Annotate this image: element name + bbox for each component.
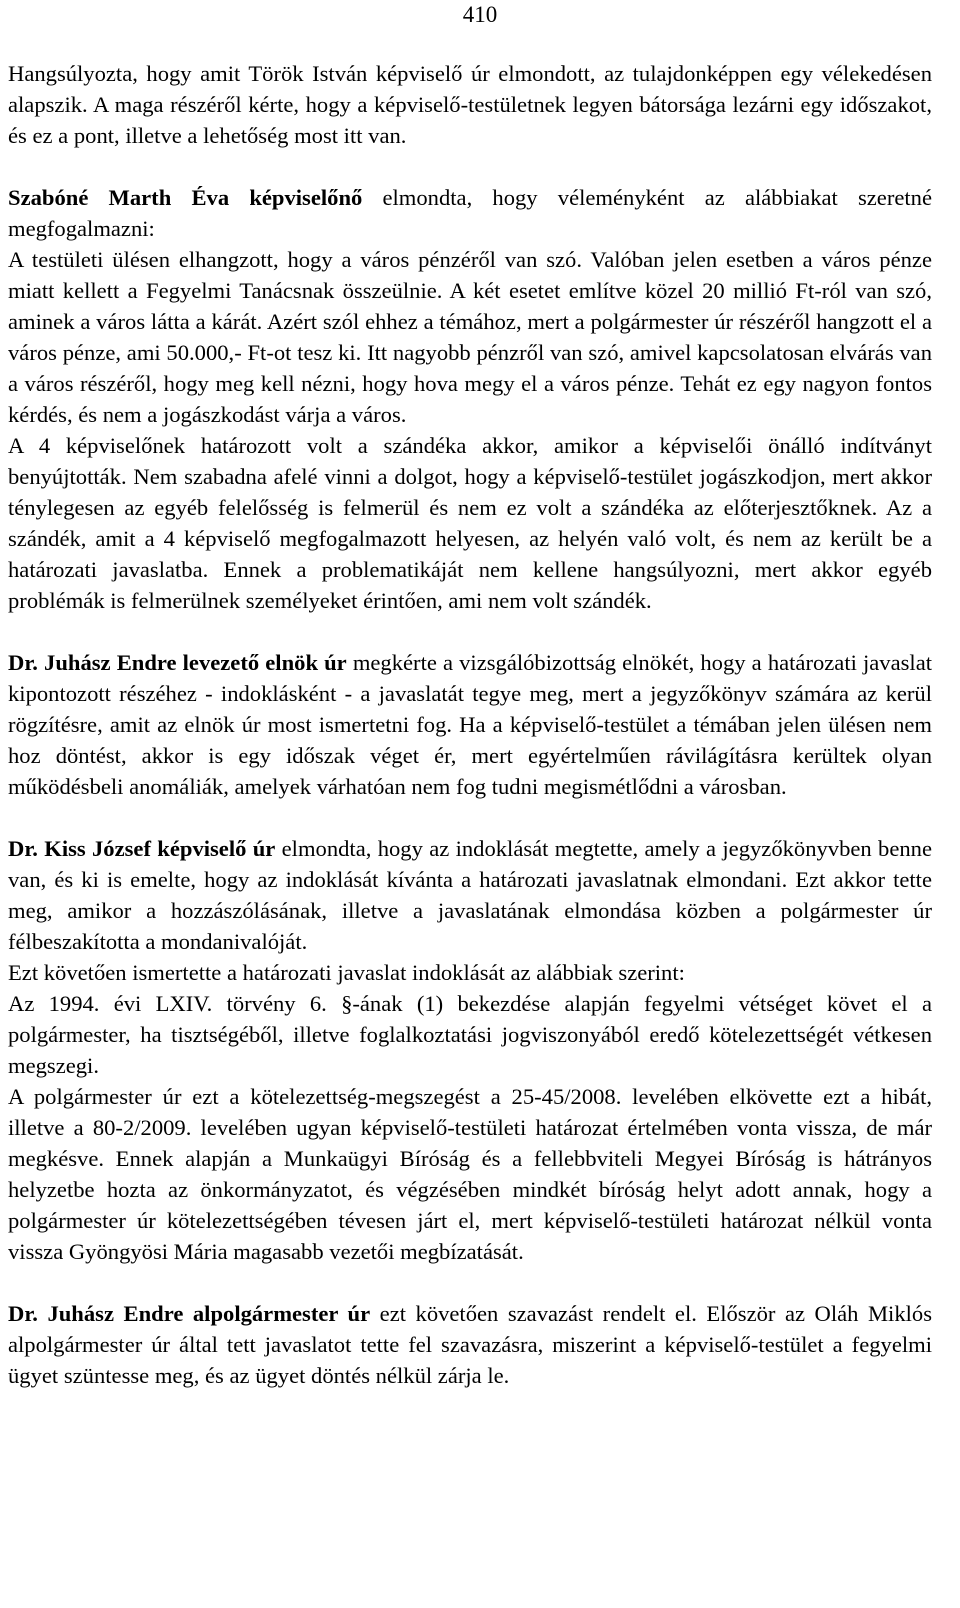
speaker-name: Dr. Kiss József képviselő úr [8,836,276,861]
paragraph-text: megkérte a vizsgálóbizottság elnökét, hogy a határozati javaslat kipontozott részéhez - indoklásként - a javaslatát tegye meg, mert a jegyzőkönyv számára az kerül rögzítésre, amit az elnök úr most ismertetni fog. Ha a képviselő-testület a témában jelen ülésen nem hoz döntést, akkor is egy időszak véget ér, mert egyértelműen rávilágításra kerültek olyan működésbeli anomáliák, amelyek várhatóan nem fog tudni megismétlődni a városban. [8,650,932,799]
paragraph-law-citation: Az 1994. évi LXIV. törvény 6. §-ának (1) bekezdése alapján fegyelmi vétséget követ el a polgármester, ha tisztségéből, illetve foglalkoztatási jogviszonyából eredő kötelezettségét vétkesen megszegi. [8,991,932,1078]
paragraph-juhasz-vote [8,1298,932,1391]
paragraph-szabone-intro [8,182,932,244]
document-body [8,58,932,1391]
paragraph-juhasz-chair [8,647,932,802]
paragraph-text: elmondta, hogy véleményként az alábbiakat szeretné megfogalmazni: [8,185,932,241]
page-number: 410 [462,2,498,27]
paragraph-torok-response: Hangsúlyozta, hogy amit Török István képviselő úr elmondott, az tulajdonképpen egy vélekedésen alapszik. A maga részéről kérte, hogy a képviselő-testületnek legyen bátorsága lezárni egy időszakot, és ez a pont, illetve a lehetőség most itt van. [8,61,932,148]
speaker-name: Dr. Juhász Endre levezető elnök úr [8,650,347,675]
speaker-name: Szabóné Marth Éva képviselőnő [8,185,363,210]
speaker-name: Dr. Juhász Endre alpolgármester úr [8,1301,371,1326]
paragraph-text: ezt követően szavazást rendelt el. Először az Oláh Miklós alpolgármester úr által tett javaslatot tette fel szavazásra, miszerint a képviselő-testület a fegyelmi ügyet szüntesse meg, és az ügyet döntés nélkül zárja le. [8,1301,932,1388]
paragraph-justification-intro: Ezt követően ismertette a határozati javaslat indoklását az alábbiak szerint: [8,960,685,985]
paragraph-city-money: A testületi ülésen elhangzott, hogy a város pénzéről van szó. Valóban jelen esetben a város pénze miatt kellett a Fegyelmi Tanácsnak összeülnie. A két esetet említve közel 20 millió Ft-ról van szó, aminek a város látta a kárát. Azért szól ehhez a témához, mert a polgármester úr részéről hangzott el a város pénze, ami 50.000,- Ft-ot tesz ki. Itt nagyobb pénzről van szó, amivel kapcsolatosan elvárás van a város részéről, hogy meg kell nézni, hogy hova megy el a város pénze. Tehát ez egy nagyon fontos kérdés, és nem a jogászkodást várja a város. [8,247,932,427]
paragraph-four-representatives: A 4 képviselőnek határozott volt a szándéka akkor, amikor a képviselői önálló indítványt benyújtották. Nem szabadna afelé vinni a dolgot, hogy a képviselő-testület jogászkodjon, mert akkor ténylegesen az egyéb felelősség is felmerül és nem ez volt a szándéka az előterjesztőknek. Az a szándék, amit a 4 képviselő megfogalmazott helyesen, az helyén való volt, és nem az került be a határozati javaslatba. Ennek a problematikáját nem kellene hangsúlyozni, mert akkor egyéb problémák is felmerülnek személyeket érintően, ami nem volt szándék. [8,433,932,613]
paragraph-text: elmondta, hogy az indoklását megtette, amely a jegyzőkönyvben benne van, és ki is emelte, hogy az indoklását kívánta a határozati javaslatnak elmondani. Ezt akkor tette meg, amikor a hozzászólásának, illetve a javaslatának elmondása közben a polgármester úr félbeszakította a mondanivalóját. [8,836,932,954]
paragraph-mayor-violation: A polgármester úr ezt a kötelezettség-megszegést a 25-45/2008. levelében elkövette ezt a hibát, illetve a 80-2/2009. levelében ugyan képviselő-testületi határozat értelmében vonta vissza, de már megkésve. Ennek alapján a Munkaügyi Bíróság és a fellebbviteli Megyei Bíróság is hátrányos helyzetbe hozta az önkormányzatot, és végzésében mindkét bíróság helyt adott annak, hogy a polgármester úr kötelezettségében tévesen járt el, mert képviselő-testületi határozat nélkül vonta vissza Gyöngyösi Mária magasabb vezetői megbízatását. [8,1084,932,1264]
paragraph-kiss [8,833,932,957]
